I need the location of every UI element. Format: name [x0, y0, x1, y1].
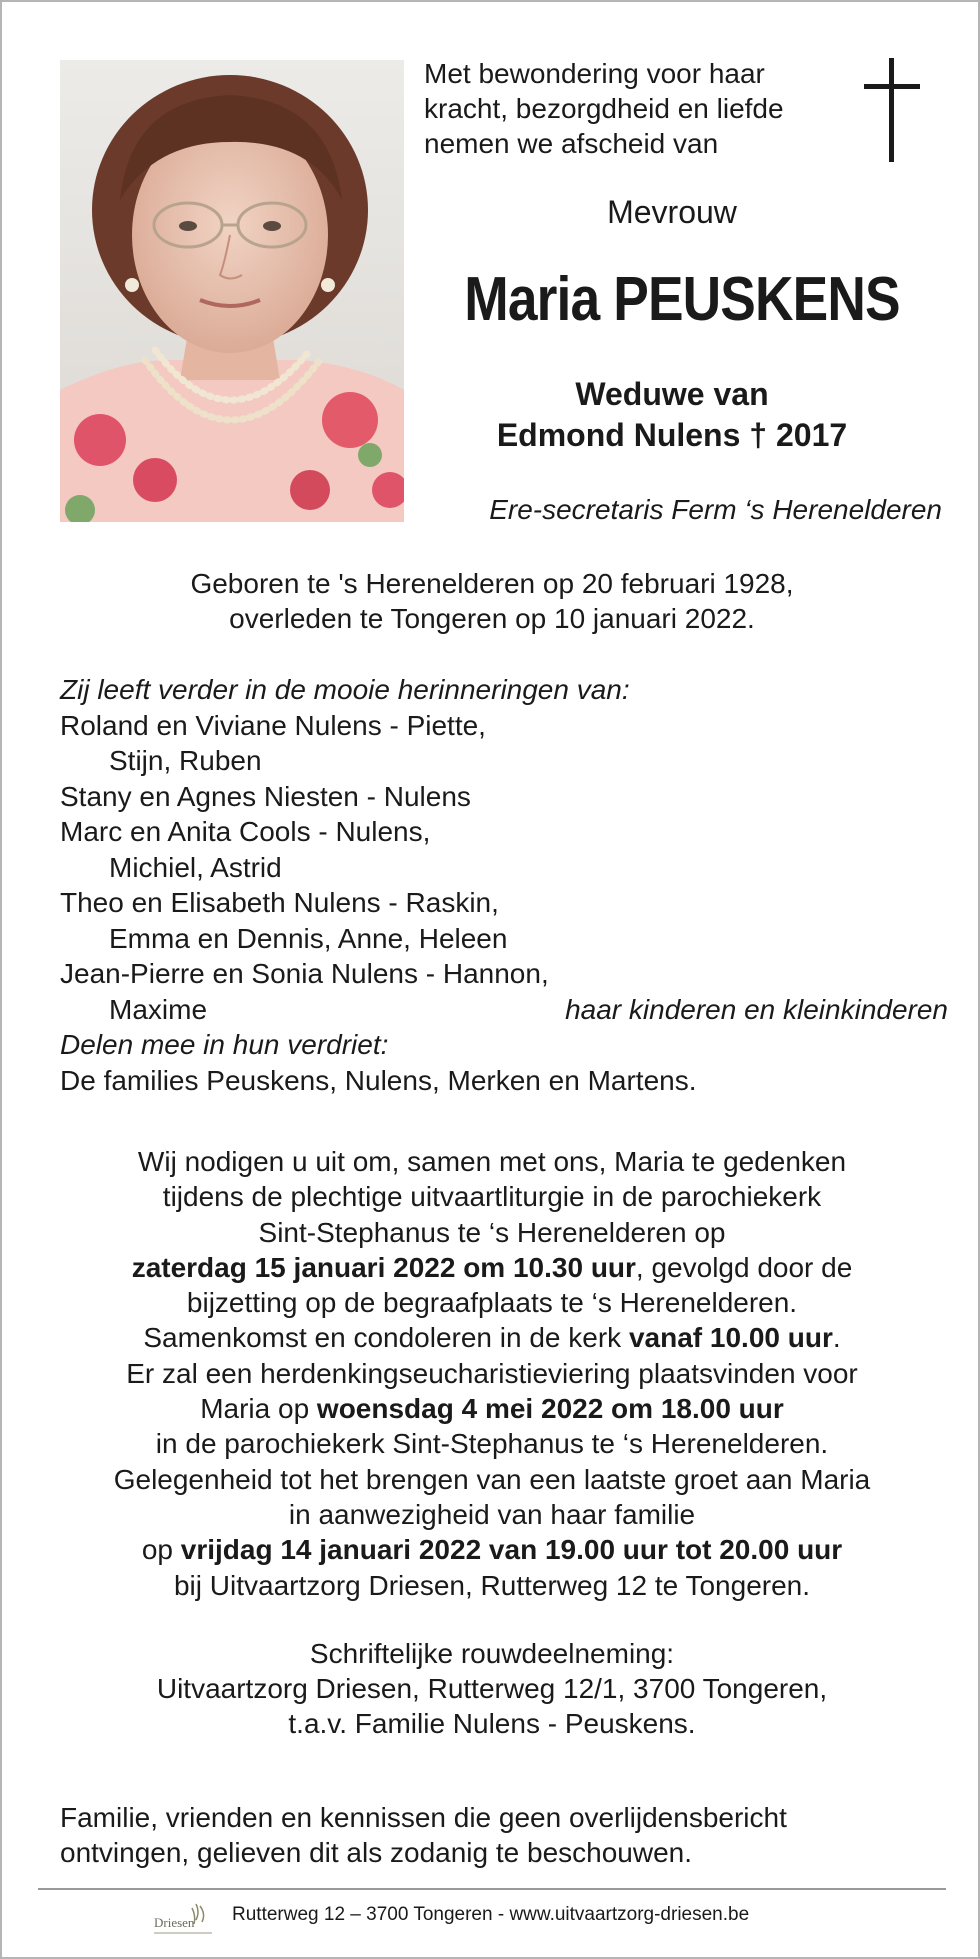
list-item: Stany en Agnes Niesten - Nulens	[60, 780, 471, 812]
list-item: Michiel, Astrid	[109, 851, 282, 883]
driesen-logo	[152, 1900, 216, 1940]
list-item: Theo en Elisabeth Nulens - Raskin,	[60, 887, 499, 918]
birth-line: Geboren te 's Herenelderen op 20 februari 1928,	[190, 568, 794, 599]
ceremony-line	[32, 1532, 952, 1567]
visitation-date: vrijdag 14 januari 2022 van 19.00 uur tot 20.00 uur	[180, 1534, 843, 1566]
ceremony-block	[32, 1144, 952, 1603]
widow-line-2: Edmond Nulens † 2017	[496, 417, 848, 453]
intro-line-2: kracht, bezorgdheid en liefde	[424, 93, 784, 124]
ceremony-text: Samenkomst en condoleren in de kerk	[143, 1322, 629, 1354]
families-line: De families Peuskens, Nulens, Merken en Martens.	[60, 1064, 697, 1096]
list-item: Stijn, Ruben	[109, 745, 262, 776]
cross-icon	[860, 58, 924, 162]
condolence-heading: Schriftelijke rouwdeelneming:	[309, 1638, 675, 1669]
deceased-name: Maria PEUSKENS	[464, 265, 900, 334]
death-line: overleden te Tongeren op 10 januari 2022.	[229, 603, 755, 634]
intro-line-3: nemen we afscheid van	[424, 128, 719, 159]
condolence-line: t.a.v. Familie Nulens - Peuskens.	[288, 1708, 696, 1739]
children-label: haar kinderen en kleinkinderen	[565, 993, 948, 1025]
portrait-illustration	[60, 60, 404, 522]
widow-block	[422, 374, 922, 456]
ceremony-line: bij Uitvaartzorg Driesen, Rutterweg 12 te Tongeren.	[173, 1569, 811, 1601]
ceremony-text: .	[832, 1322, 841, 1354]
ceremony-line	[32, 1250, 952, 1285]
share-heading: Delen mee in hun verdriet:	[60, 1029, 389, 1060]
intro-text	[424, 56, 844, 161]
widow-line-1: Weduwe van	[575, 376, 769, 412]
family-list	[60, 672, 948, 1098]
ceremony-text: op	[141, 1534, 181, 1566]
portrait-photo	[60, 60, 404, 522]
list-item: Jean-Pierre en Sonia Nulens - Hannon,	[60, 958, 549, 989]
condolence-address	[42, 1636, 942, 1741]
logo-text: Driesen	[154, 1915, 195, 1930]
ceremony-line: in aanwezigheid van haar familie	[288, 1498, 696, 1530]
family-heading: Zij leeft verder in de mooie herinneringen van:	[60, 674, 630, 705]
list-item: Emma en Dennis, Anne, Heleen	[109, 922, 508, 954]
birth-death-block	[42, 566, 942, 636]
ceremony-line	[32, 1320, 952, 1355]
intro-line-1: Met bewondering voor haar	[424, 58, 765, 89]
list-item: Marc en Anita Cools - Nulens,	[60, 816, 431, 847]
ceremony-text: Maria op	[200, 1393, 317, 1425]
closing-note	[60, 1800, 940, 1870]
memorial-date: woensdag 4 mei 2022 om 18.00 uur	[316, 1393, 784, 1425]
ceremony-line: Gelegenheid tot het brengen van een laatste groet aan Maria	[113, 1463, 871, 1495]
funeral-date: zaterdag 15 januari 2022 om 10.30 uur	[131, 1251, 636, 1283]
closing-line: ontvingen, gelieven dit als zodanig te beschouwen.	[60, 1837, 692, 1868]
gathering-time: vanaf 10.00 uur	[628, 1322, 833, 1354]
list-item: Roland en Viviane Nulens - Piette,	[60, 709, 486, 741]
footer-divider	[38, 1888, 946, 1890]
ceremony-text: , gevolgd door de	[635, 1251, 853, 1283]
ceremony-line: Sint-Stephanus te ‘s Herenelderen op	[258, 1216, 726, 1248]
condolence-line: Uitvaartzorg Driesen, Rutterweg 12/1, 3700 Tongeren,	[156, 1673, 828, 1704]
ceremony-line: Er zal een herdenkingseucharistieviering plaatsvinden voor	[126, 1357, 858, 1389]
list-item-last	[60, 992, 948, 1028]
footer-address: Rutterweg 12 – 3700 Tongeren - www.uitvaartzorg-driesen.be	[232, 1904, 750, 1925]
honorary-title: Ere-secretaris Ferm ‘s Herenelderen	[489, 494, 942, 525]
ceremony-line: bijzetting op de begraafplaats te ‘s Herenelderen.	[186, 1287, 798, 1319]
grandchild-name: Maxime	[109, 993, 208, 1025]
ceremony-line: tijdens de plechtige uitvaartliturgie in de parochiekerk	[162, 1181, 822, 1213]
ceremony-line: in de parochiekerk Sint-Stephanus te ‘s Herenelderen.	[155, 1428, 829, 1460]
closing-line: Familie, vrienden en kennissen die geen overlijdensbericht	[60, 1802, 787, 1833]
honorific: Mevrouw	[607, 194, 737, 230]
ceremony-line: Wij nodigen u uit om, samen met ons, Maria te gedenken	[137, 1146, 847, 1177]
ceremony-line	[32, 1391, 952, 1426]
